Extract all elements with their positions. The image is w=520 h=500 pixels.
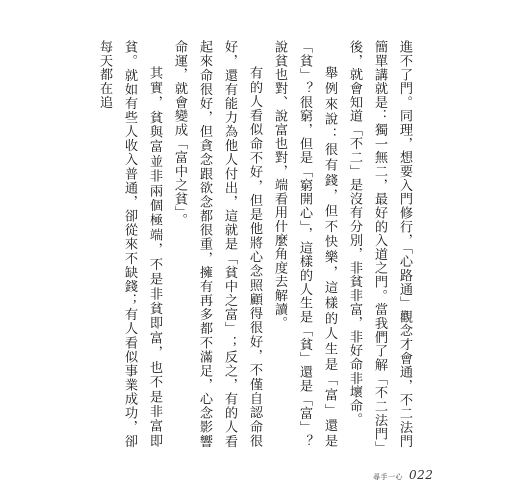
page-number: 022 (409, 468, 434, 482)
running-title: 尋手一心 (373, 473, 403, 481)
page-footer (373, 468, 433, 482)
paragraph-3: 有的人看似命不好，但是他將心念照顧得很好，不僅自認命很好，還有能力為他人付出，這就是「貧中之富」；反之，有的人看起來命很好，但貪念跟欲念都很重，擁有再多都不滿足，心念影響命運，就會變成「富中之貧」。 (172, 40, 262, 448)
paragraph-1: 進不了門。同理，想要入門修行，「心路通」觀念才會通，不二法門簡單講就是：獨一無二，最好的入道之門。當我們了解「不二法門」後，就會知道「不二」是沒有分別，非貧非富，非好命非壞命。 (347, 40, 412, 448)
paragraph-2: 舉例來說：很有錢，但不快樂，這樣的人生是「富」還是「貧」？很窮，但是「窮開心」，這樣的人生是「貧」還是「富」？說貧也對、說富也對，端看用什麼角度去解讀。 (272, 40, 337, 448)
body-text (92, 40, 417, 448)
paragraph-4: 其實，貧與富並非兩個極端，不是非貧即富，也不是非富即貧。就如有些人收入普通，卻從來不缺錢；有人看似事業成功，卻每天都在追 (97, 40, 162, 448)
